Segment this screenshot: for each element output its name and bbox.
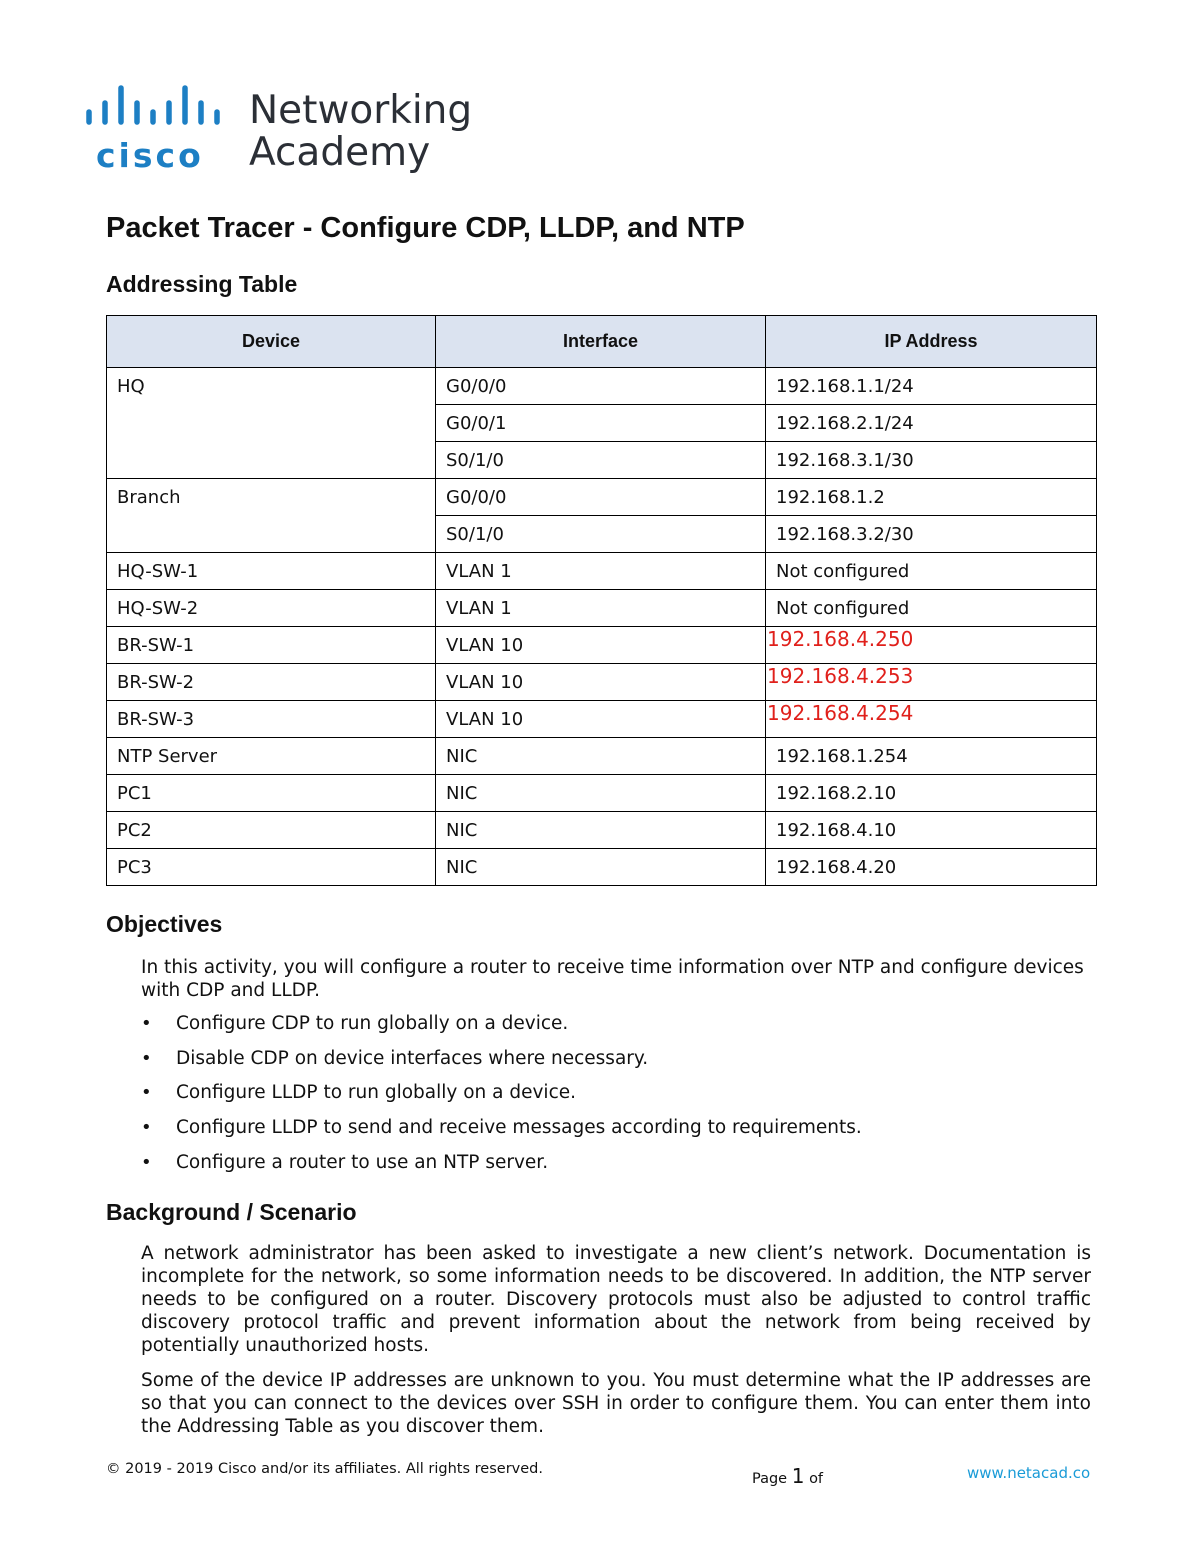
interface-cell: G0/0/1 xyxy=(436,405,766,442)
footer-page-indicator xyxy=(752,1464,823,1488)
device-cell: BR-SW-3 xyxy=(107,701,436,738)
ip-cell: Not configured xyxy=(766,590,1097,627)
table-row xyxy=(107,479,1097,516)
ip-cell: 192.168.2.1/24 xyxy=(766,405,1097,442)
ip-cell: 192.168.1.254 xyxy=(766,738,1097,775)
col-header-device: Device xyxy=(107,316,436,368)
list-item: • Configure CDP to run globally on a device. xyxy=(141,1010,862,1045)
interface-cell: VLAN 10 xyxy=(436,701,766,738)
objectives-heading: Objectives xyxy=(106,911,223,937)
interface-cell: NIC xyxy=(436,738,766,775)
ip-cell-answer: 192.168.4.254 xyxy=(766,701,1097,738)
page-number: 1 xyxy=(791,1464,805,1488)
list-item: • Disable CDP on device interfaces where necessary. xyxy=(141,1045,862,1080)
table-header-row xyxy=(107,316,1097,368)
interface-cell: NIC xyxy=(436,812,766,849)
addressing-table-heading: Addressing Table xyxy=(106,271,298,297)
table-row xyxy=(107,849,1097,886)
ip-cell: 192.168.1.1/24 xyxy=(766,368,1097,405)
interface-cell: NIC xyxy=(436,775,766,812)
list-item: • Configure LLDP to send and receive messages according to requirements. xyxy=(141,1114,862,1149)
ip-cell-answer: 192.168.4.250 xyxy=(766,627,1097,664)
background-heading: Background / Scenario xyxy=(106,1199,357,1225)
background-paragraph-1: A network administrator has been asked to investigate a new client’s network. Documentation is incomplete for the network, so some information needs to be discovered. In addition, the NTP server needs to be configured on a router. Discovery protocols must also be adjusted to control traffic discovery protocol traffic and prevent information about the network from being received by potentially unauthorized hosts. xyxy=(141,1243,1091,1356)
table-row xyxy=(107,368,1097,405)
interface-cell: S0/1/0 xyxy=(436,516,766,553)
list-item: • Configure a router to use an NTP server. xyxy=(141,1149,862,1184)
logo-networking-text: Networking xyxy=(249,88,473,133)
background-paragraph-2: Some of the device IP addresses are unknown to you. You must determine what the IP addresses are so that you can connect to the devices over SSH in order to configure them. You can enter them into the Addressing Table as you discover them. xyxy=(141,1370,1091,1437)
col-header-ip-address: IP Address xyxy=(766,316,1097,368)
table-row xyxy=(107,590,1097,627)
ip-cell: 192.168.4.20 xyxy=(766,849,1097,886)
list-item: • Configure LLDP to run globally on a device. xyxy=(141,1079,862,1114)
device-cell: HQ-SW-2 xyxy=(107,590,436,627)
addressing-table xyxy=(106,315,1097,886)
interface-cell: VLAN 1 xyxy=(436,590,766,627)
objectives-list xyxy=(141,1010,862,1183)
cisco-wordmark: cisco xyxy=(96,136,204,175)
table-row xyxy=(107,738,1097,775)
table-row xyxy=(107,812,1097,849)
interface-cell: G0/0/0 xyxy=(436,368,766,405)
footer-url-link[interactable]: www.netacad.co xyxy=(967,1464,1091,1482)
table-row xyxy=(107,553,1097,590)
col-header-interface: Interface xyxy=(436,316,766,368)
interface-cell: VLAN 1 xyxy=(436,553,766,590)
cisco-networking-academy-logo xyxy=(86,84,473,179)
ip-cell: 192.168.1.2 xyxy=(766,479,1097,516)
interface-cell: VLAN 10 xyxy=(436,627,766,664)
interface-cell: VLAN 10 xyxy=(436,664,766,701)
interface-cell: G0/0/0 xyxy=(436,479,766,516)
device-cell: PC2 xyxy=(107,812,436,849)
device-cell: PC1 xyxy=(107,775,436,812)
device-cell: BR-SW-2 xyxy=(107,664,436,701)
page-label: Page xyxy=(752,1471,788,1487)
cisco-bridge-bars-icon xyxy=(86,84,236,134)
device-cell: PC3 xyxy=(107,849,436,886)
page-of-label: of xyxy=(809,1471,824,1487)
table-row xyxy=(107,701,1097,738)
interface-cell: NIC xyxy=(436,849,766,886)
device-cell: BR-SW-1 xyxy=(107,627,436,664)
device-cell: NTP Server xyxy=(107,738,436,775)
device-cell: HQ-SW-1 xyxy=(107,553,436,590)
ip-cell: 192.168.2.10 xyxy=(766,775,1097,812)
table-row xyxy=(107,627,1097,664)
ip-cell: 192.168.3.1/30 xyxy=(766,442,1097,479)
device-cell: HQ xyxy=(107,368,436,479)
page-title: Packet Tracer - Configure CDP, LLDP, and NTP xyxy=(106,212,745,244)
ip-cell: 192.168.3.2/30 xyxy=(766,516,1097,553)
ip-cell: 192.168.4.10 xyxy=(766,812,1097,849)
logo-academy-text: Academy xyxy=(249,130,431,175)
footer-copyright: © 2019 - 2019 Cisco and/or its affiliates. All rights reserved. xyxy=(106,1461,543,1477)
device-cell: Branch xyxy=(107,479,436,553)
table-row xyxy=(107,775,1097,812)
table-row xyxy=(107,664,1097,701)
objectives-intro: In this activity, you will configure a router to receive time information over NTP and configure devices with CDP and LLDP. xyxy=(141,957,1084,1001)
interface-cell: S0/1/0 xyxy=(436,442,766,479)
ip-cell: Not configured xyxy=(766,553,1097,590)
ip-cell-answer: 192.168.4.253 xyxy=(766,664,1097,701)
